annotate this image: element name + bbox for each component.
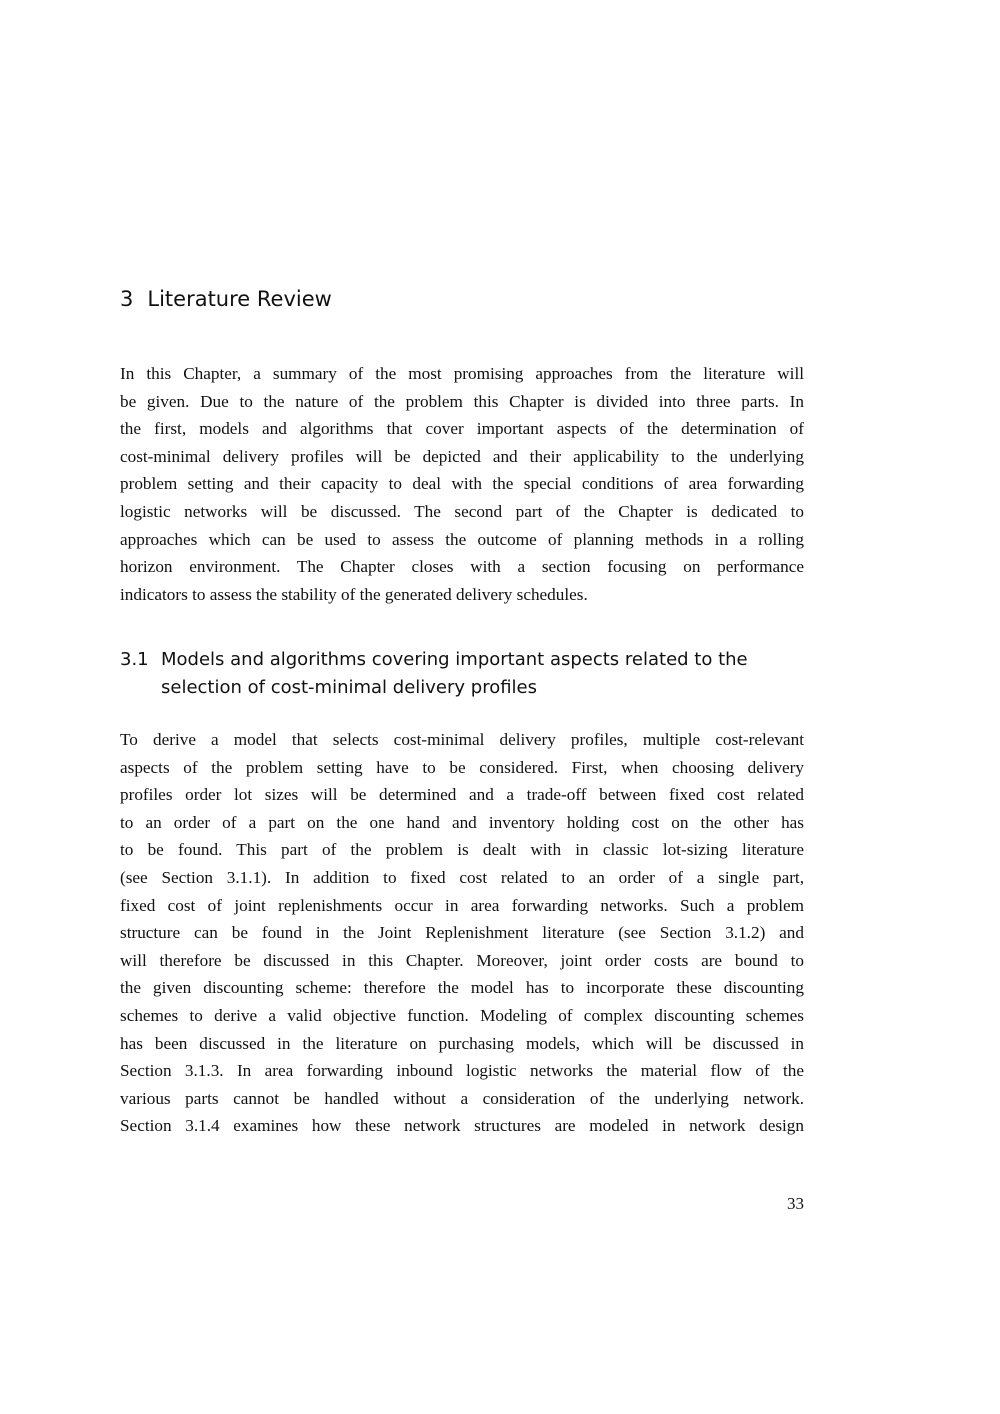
text-line: various parts cannot be handled without a consideration of the underlying network.	[120, 1088, 804, 1108]
text-line: horizon environment. The Chapter closes with a section focusing on performance	[120, 557, 804, 577]
text-line: cost-minimal delivery profiles will be depicted and their applicability to the underlying	[120, 446, 804, 466]
text-line: has been discussed in the literature on purchasing models, which will be discussed in	[120, 1033, 804, 1053]
text-line: to an order of a part on the one hand and inventory holding cost on the other has	[120, 812, 804, 832]
section-title-line1: Models and algorithms covering important aspects related to the	[161, 649, 748, 670]
text-line: logistic networks will be discussed. The second part of the Chapter is dedicated to	[120, 501, 804, 521]
text-line: will therefore be discussed in this Chapter. Moreover, joint order costs are bound to	[120, 950, 804, 970]
text-line: structure can be found in the Joint Replenishment literature (see Section 3.1.2) and	[120, 923, 804, 943]
text-line: schemes to derive a valid objective function. Modeling of complex discounting schemes	[120, 1005, 804, 1025]
text-line: problem setting and their capacity to deal with the special conditions of area forwarding	[120, 474, 804, 494]
text-line: In this Chapter, a summary of the most promising approaches from the literature will	[120, 364, 804, 383]
text-line: the first, models and algorithms that cover important aspects of the determination of	[120, 419, 804, 439]
text-line: to be found. This part of the problem is dealt with in classic lot-sizing literature	[120, 840, 804, 860]
text-line: be given. Due to the nature of the problem this Chapter is divided into three parts. In	[120, 391, 804, 411]
chapter-heading	[120, 287, 332, 311]
page-number: 33	[787, 1194, 804, 1213]
text-line: indicators to assess the stability of the generated delivery schedules.	[120, 584, 588, 604]
section-number: 3.1	[120, 649, 149, 670]
text-line: the given discounting scheme: therefore the model has to incorporate these discounting	[120, 978, 804, 998]
text-line: (see Section 3.1.1). In addition to fixed cost related to an order of a single part,	[120, 867, 804, 887]
section-title-line2: selection of cost-minimal delivery profiles	[161, 677, 538, 698]
text-line: approaches which can be used to assess the outcome of planning methods in a rolling	[120, 529, 804, 549]
text-line: To derive a model that selects cost-minimal delivery profiles, multiple cost-relevant	[120, 730, 804, 749]
text-line: aspects of the problem setting have to be considered. First, when choosing delivery	[120, 757, 804, 777]
text-line: fixed cost of joint replenishments occur in area forwarding networks. Such a problem	[120, 895, 804, 915]
text-line: Section 3.1.4 examines how these network structures are modeled in network design	[120, 1116, 804, 1136]
text-line: profiles order lot sizes will be determined and a trade-off between fixed cost related	[120, 785, 804, 805]
text-line: Section 3.1.3. In area forwarding inbound logistic networks the material flow of the	[120, 1061, 804, 1081]
chapter-number: 3	[120, 287, 134, 311]
section-heading	[120, 649, 748, 670]
chapter-title: Literature Review	[147, 287, 332, 311]
section-paragraph	[120, 726, 804, 1140]
intro-paragraph	[120, 360, 804, 608]
